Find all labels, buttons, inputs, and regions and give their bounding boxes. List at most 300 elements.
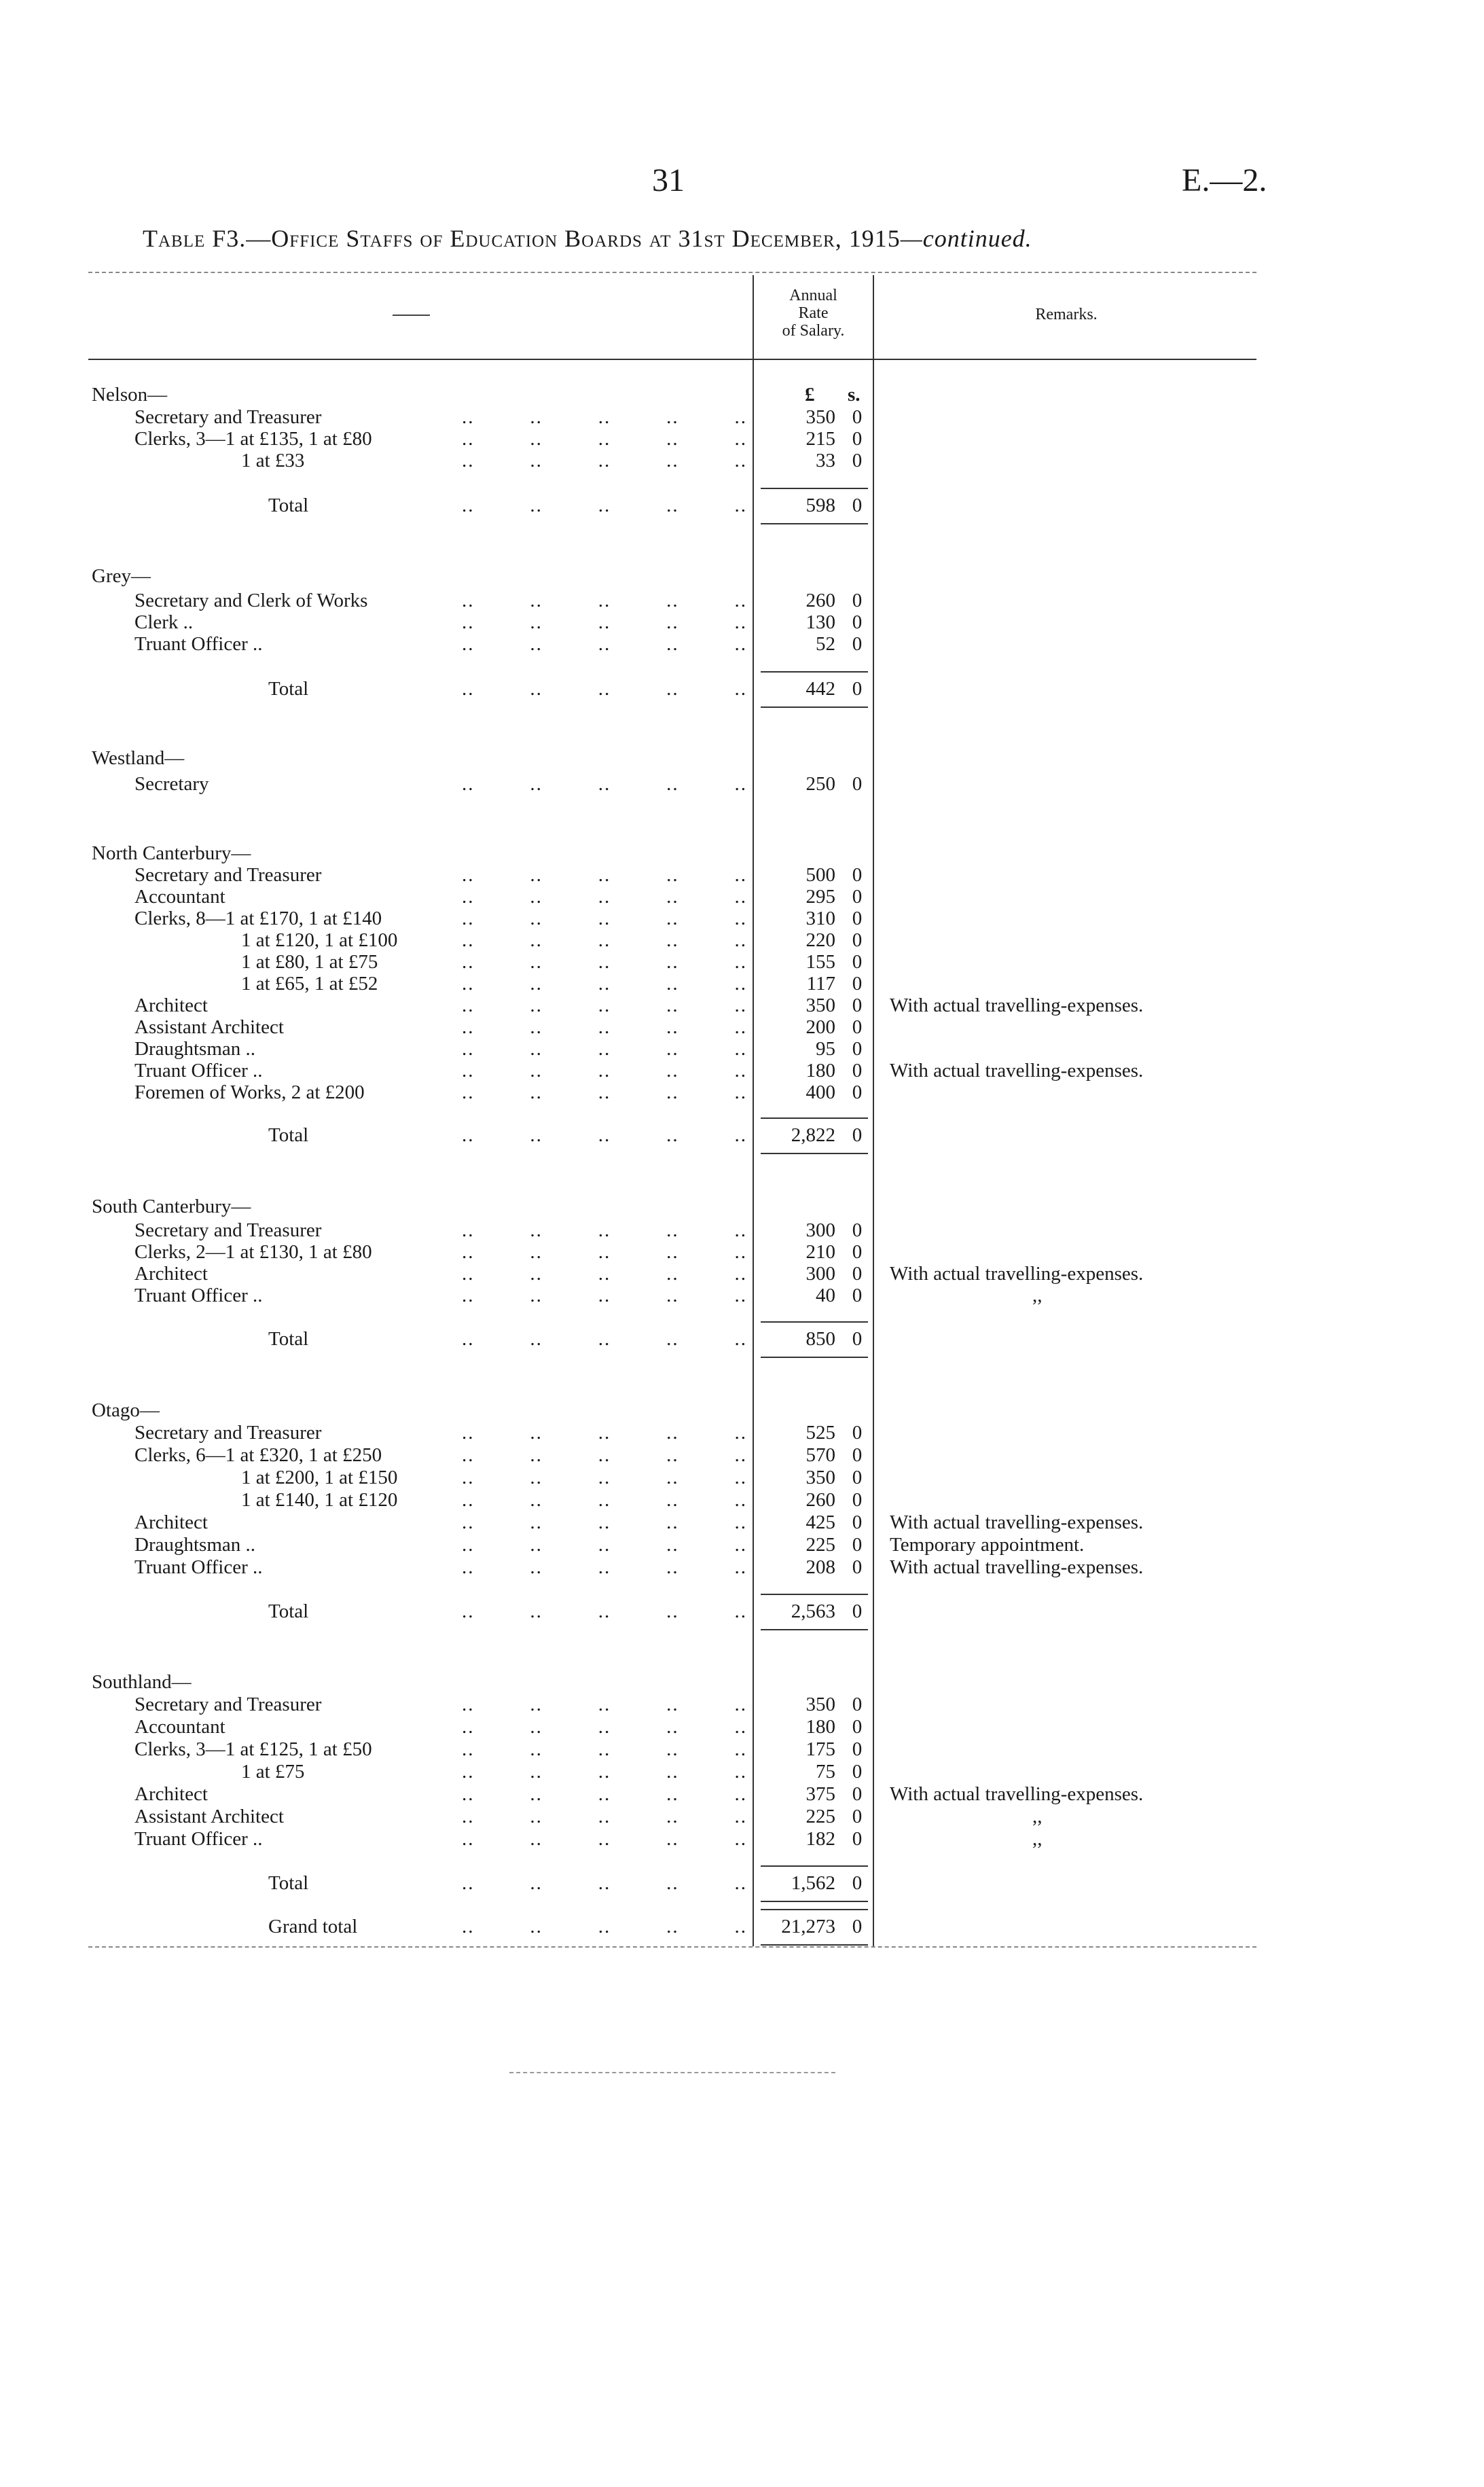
- row-label: Truant Officer ..: [134, 1828, 263, 1850]
- leader-dot: ..: [598, 1422, 611, 1444]
- leader-dots: [462, 450, 747, 472]
- total-label: Total: [268, 1124, 309, 1146]
- leader-dot: ..: [462, 995, 475, 1016]
- leader-dot: ..: [530, 1263, 543, 1285]
- total-amount: 1,562: [791, 1872, 835, 1894]
- leader-dots: [462, 1694, 747, 1716]
- shillings-amount: 0: [852, 1081, 863, 1103]
- total-label: Total: [268, 1600, 309, 1622]
- leader-dot: ..: [734, 1872, 747, 1894]
- shillings-amount: 0: [852, 590, 863, 611]
- total-rule-top: [761, 1321, 868, 1323]
- leader-dot: ..: [666, 1534, 679, 1556]
- leader-dot: ..: [530, 1872, 543, 1894]
- leader-dot: ..: [598, 886, 611, 908]
- leader-dot: ..: [530, 1556, 543, 1578]
- shillings-amount: 0: [852, 495, 863, 516]
- total-amount: 2,563: [791, 1600, 835, 1622]
- header-rate-line1: Annual: [789, 287, 837, 304]
- leader-dot: ..: [462, 1761, 475, 1783]
- leader-dot: ..: [734, 1716, 747, 1738]
- leader-dot: ..: [530, 1219, 543, 1241]
- page-number: 31: [652, 162, 685, 198]
- total-rule-bottom: [761, 1901, 868, 1902]
- row-label: Clerk ..: [134, 611, 194, 633]
- leader-dot: ..: [734, 1806, 747, 1827]
- leader-dots: [462, 1016, 747, 1039]
- leader-dot: ..: [666, 1738, 679, 1760]
- salary-amount: 33: [816, 450, 835, 471]
- leader-dot: ..: [598, 1219, 611, 1241]
- leader-dot: ..: [462, 1916, 475, 1937]
- row-label: 1 at £200, 1 at £150: [241, 1467, 398, 1488]
- shillings-amount: 0: [852, 995, 863, 1016]
- leader-dot: ..: [666, 1444, 679, 1466]
- leader-dot: ..: [530, 1738, 543, 1760]
- leader-dots: [462, 428, 747, 450]
- leader-dot: ..: [530, 1422, 543, 1444]
- board-heading: Nelson—: [92, 384, 168, 406]
- total-label: Total: [268, 495, 309, 516]
- leader-dots: [462, 886, 747, 908]
- leader-dot: ..: [462, 1328, 475, 1350]
- leader-dot: ..: [598, 1806, 611, 1827]
- leader-dot: ..: [530, 1285, 543, 1306]
- shillings-amount: 0: [852, 1124, 863, 1146]
- leader-dot: ..: [462, 428, 475, 450]
- salary-amount: 525: [806, 1422, 835, 1444]
- row-label: 1 at £120, 1 at £100: [241, 929, 398, 951]
- leader-dots: [462, 1241, 747, 1264]
- leader-dot: ..: [734, 1060, 747, 1081]
- leader-dot: ..: [462, 973, 475, 995]
- leader-dot: ..: [666, 1219, 679, 1241]
- header-rate-line2: Rate: [798, 304, 829, 322]
- leader-dot: ..: [598, 951, 611, 973]
- shillings-amount: 0: [852, 908, 863, 929]
- shillings-amount: 0: [852, 1489, 863, 1511]
- leader-dot: ..: [734, 678, 747, 700]
- table-bottom-rule: [88, 1946, 1256, 1948]
- leader-dot: ..: [598, 633, 611, 655]
- shillings-amount: 0: [852, 1060, 863, 1081]
- board-heading: Westland—: [92, 747, 185, 769]
- leader-dot: ..: [734, 495, 747, 516]
- leader-dot: ..: [666, 908, 679, 929]
- leader-dot: ..: [462, 1060, 475, 1081]
- salary-amount: 40: [816, 1285, 835, 1306]
- leader-dots: [462, 1124, 747, 1147]
- salary-amount: 130: [806, 611, 835, 633]
- leader-dot: ..: [666, 1489, 679, 1511]
- leader-dot: ..: [666, 450, 679, 471]
- salary-amount: 215: [806, 428, 835, 450]
- leader-dot: ..: [734, 995, 747, 1016]
- leader-dot: ..: [598, 864, 611, 886]
- leader-dot: ..: [734, 1263, 747, 1285]
- leader-dot: ..: [462, 1783, 475, 1805]
- leader-dot: ..: [734, 1511, 747, 1533]
- salary-amount: 180: [806, 1060, 835, 1081]
- row-label: Accountant: [134, 886, 225, 908]
- leader-dot: ..: [734, 1556, 747, 1578]
- board-heading: Grey—: [92, 565, 151, 587]
- leader-dot: ..: [530, 1124, 543, 1146]
- row-label: Clerks, 3—1 at £135, 1 at £80: [134, 428, 372, 450]
- shillings-amount: 0: [852, 428, 863, 450]
- column-rule-rate-right: [873, 275, 874, 1946]
- leader-dots: [462, 1828, 747, 1850]
- leader-dots: [462, 1716, 747, 1738]
- row-label: Secretary: [134, 773, 209, 795]
- salary-amount: 350: [806, 406, 835, 428]
- leader-dot: ..: [734, 908, 747, 929]
- shillings-amount: 0: [852, 1444, 863, 1466]
- leader-dot: ..: [462, 1489, 475, 1511]
- leader-dot: ..: [598, 773, 611, 795]
- shillings-amount: 0: [852, 1556, 863, 1578]
- leader-dot: ..: [530, 1828, 543, 1850]
- salary-amount: 350: [806, 1694, 835, 1715]
- leader-dot: ..: [734, 1444, 747, 1466]
- leader-dot: ..: [462, 773, 475, 795]
- leader-dot: ..: [666, 495, 679, 516]
- leader-dot: ..: [462, 886, 475, 908]
- salary-amount: 225: [806, 1534, 835, 1556]
- total-rule-top: [761, 671, 868, 673]
- total-rule-top: [761, 1909, 868, 1910]
- salary-amount: 95: [816, 1038, 835, 1060]
- leader-dot: ..: [598, 495, 611, 516]
- unit-pound: £: [805, 384, 815, 406]
- leader-dot: ..: [530, 1038, 543, 1060]
- salary-amount: 350: [806, 995, 835, 1016]
- leader-dots: [462, 1467, 747, 1489]
- leader-dot: ..: [462, 633, 475, 655]
- leader-dot: ..: [734, 886, 747, 908]
- total-label: Total: [268, 678, 309, 700]
- leader-dots: [462, 1761, 747, 1783]
- table-title-prefix: Table F3.—: [143, 225, 272, 252]
- leader-dot: ..: [598, 1694, 611, 1715]
- leader-dots: [462, 1738, 747, 1761]
- salary-amount: 200: [806, 1016, 835, 1038]
- salary-amount: 180: [806, 1716, 835, 1738]
- leader-dot: ..: [530, 495, 543, 516]
- leader-dots: [462, 1916, 747, 1938]
- leader-dot: ..: [666, 1916, 679, 1937]
- remark: ,,: [1032, 1828, 1043, 1850]
- leader-dots: [462, 908, 747, 930]
- salary-amount: 250: [806, 773, 835, 795]
- shillings-amount: 0: [852, 611, 863, 633]
- salary-amount: 210: [806, 1241, 835, 1263]
- shillings-amount: 0: [852, 864, 863, 886]
- leader-dots: [462, 1806, 747, 1828]
- row-label: Truant Officer ..: [134, 633, 263, 655]
- leader-dot: ..: [462, 611, 475, 633]
- leader-dot: ..: [462, 1872, 475, 1894]
- shillings-amount: 0: [852, 1467, 863, 1488]
- leader-dot: ..: [734, 1761, 747, 1783]
- leader-dot: ..: [734, 1467, 747, 1488]
- leader-dot: ..: [666, 1263, 679, 1285]
- leader-dot: ..: [666, 1872, 679, 1894]
- board-heading: South Canterbury—: [92, 1196, 251, 1217]
- leader-dot: ..: [734, 428, 747, 450]
- shillings-amount: 0: [852, 1241, 863, 1263]
- leader-dot: ..: [666, 590, 679, 611]
- row-label: Architect: [134, 995, 208, 1016]
- leader-dots: [462, 1511, 747, 1534]
- shillings-amount: 0: [852, 1511, 863, 1533]
- leader-dot: ..: [598, 611, 611, 633]
- leader-dot: ..: [530, 633, 543, 655]
- leader-dot: ..: [598, 1285, 611, 1306]
- salary-amount: 570: [806, 1444, 835, 1466]
- total-amount: 598: [806, 495, 835, 516]
- leader-dot: ..: [734, 590, 747, 611]
- leader-dot: ..: [462, 495, 475, 516]
- total-rule-top: [761, 1865, 868, 1867]
- leader-dot: ..: [598, 1081, 611, 1103]
- row-label: Accountant: [134, 1716, 225, 1738]
- total-rule-top: [761, 1594, 868, 1595]
- leader-dot: ..: [530, 611, 543, 633]
- leader-dot: ..: [666, 1783, 679, 1805]
- total-rule-bottom: [761, 1944, 868, 1946]
- leader-dot: ..: [462, 1716, 475, 1738]
- shillings-amount: 0: [852, 1422, 863, 1444]
- column-rule-rate-left: [753, 275, 754, 1946]
- row-label: Foremen of Works, 2 at £200: [134, 1081, 365, 1103]
- leader-dot: ..: [598, 1016, 611, 1038]
- leader-dot: ..: [530, 1783, 543, 1805]
- total-rule-bottom: [761, 1629, 868, 1630]
- shillings-amount: 0: [852, 1534, 863, 1556]
- leader-dot: ..: [598, 1600, 611, 1622]
- leader-dot: ..: [530, 1328, 543, 1350]
- leader-dot: ..: [530, 864, 543, 886]
- leader-dot: ..: [666, 1806, 679, 1827]
- row-label: 1 at £33: [241, 450, 305, 471]
- leader-dot: ..: [734, 611, 747, 633]
- leader-dot: ..: [666, 1016, 679, 1038]
- header-rate-line3: of Salary.: [782, 322, 845, 340]
- leader-dot: ..: [462, 1738, 475, 1760]
- remark: With actual travelling-expenses.: [890, 995, 1144, 1016]
- leader-dot: ..: [462, 1534, 475, 1556]
- shillings-amount: 0: [852, 406, 863, 428]
- remark: Temporary appointment.: [890, 1534, 1085, 1556]
- leader-dot: ..: [462, 678, 475, 700]
- leader-dots: [462, 1872, 747, 1895]
- leader-dot: ..: [734, 1828, 747, 1850]
- row-label: Truant Officer ..: [134, 1060, 263, 1081]
- shillings-amount: 0: [852, 773, 863, 795]
- leader-dots: [462, 1422, 747, 1444]
- shillings-amount: 0: [852, 1038, 863, 1060]
- header-annual-rate: [754, 287, 873, 340]
- shillings-amount: 0: [852, 929, 863, 951]
- row-label: Truant Officer ..: [134, 1285, 263, 1306]
- leader-dot: ..: [530, 1241, 543, 1263]
- total-rule-bottom: [761, 706, 868, 708]
- leader-dot: ..: [734, 1916, 747, 1937]
- leader-dot: ..: [598, 406, 611, 428]
- total-label: Grand total: [268, 1916, 358, 1937]
- salary-amount: 117: [806, 973, 835, 995]
- leader-dots: [462, 1060, 747, 1082]
- leader-dot: ..: [598, 1716, 611, 1738]
- leader-dots: [462, 1038, 747, 1060]
- leader-dots: [462, 1081, 747, 1104]
- remark: ,,: [1032, 1806, 1043, 1827]
- leader-dot: ..: [462, 1556, 475, 1578]
- leader-dot: ..: [462, 1806, 475, 1827]
- leader-dot: ..: [598, 590, 611, 611]
- leader-dot: ..: [734, 1738, 747, 1760]
- leader-dot: ..: [734, 1219, 747, 1241]
- salary-amount: 425: [806, 1511, 835, 1533]
- leader-dot: ..: [598, 929, 611, 951]
- shillings-amount: 0: [852, 1016, 863, 1038]
- leader-dot: ..: [666, 1600, 679, 1622]
- salary-amount: 220: [806, 929, 835, 951]
- shillings-amount: 0: [852, 1600, 863, 1622]
- header-remarks: Remarks.: [1035, 306, 1098, 323]
- leader-dot: ..: [666, 1716, 679, 1738]
- leader-dot: ..: [530, 1534, 543, 1556]
- row-label: Clerks, 2—1 at £130, 1 at £80: [134, 1241, 372, 1263]
- leader-dot: ..: [598, 1872, 611, 1894]
- salary-amount: 375: [806, 1783, 835, 1805]
- total-label: Total: [268, 1872, 309, 1894]
- leader-dot: ..: [530, 450, 543, 471]
- leader-dot: ..: [598, 1534, 611, 1556]
- row-label: Secretary and Treasurer: [134, 1422, 322, 1444]
- row-label: Clerks, 8—1 at £170, 1 at £140: [134, 908, 382, 929]
- leader-dot: ..: [462, 1511, 475, 1533]
- leader-dot: ..: [462, 1016, 475, 1038]
- table-top-rule: [88, 272, 1256, 273]
- leader-dot: ..: [530, 1081, 543, 1103]
- leader-dot: ..: [734, 973, 747, 995]
- total-amount: 850: [806, 1328, 835, 1350]
- leader-dot: ..: [666, 1241, 679, 1263]
- salary-amount: 300: [806, 1219, 835, 1241]
- leader-dot: ..: [462, 1038, 475, 1060]
- shillings-amount: 0: [852, 1285, 863, 1306]
- shillings-amount: 0: [852, 1872, 863, 1894]
- leader-dots: [462, 951, 747, 973]
- leader-dot: ..: [462, 1828, 475, 1850]
- row-label: 1 at £140, 1 at £120: [241, 1489, 398, 1511]
- row-label: Assistant Architect: [134, 1016, 284, 1038]
- leader-dots: [462, 929, 747, 952]
- unit-shilling: s.: [848, 384, 861, 406]
- leader-dot: ..: [598, 678, 611, 700]
- shillings-amount: 0: [852, 1716, 863, 1738]
- leader-dots: [462, 633, 747, 656]
- leader-dot: ..: [462, 864, 475, 886]
- leader-dot: ..: [598, 1328, 611, 1350]
- salary-amount: 295: [806, 886, 835, 908]
- leader-dot: ..: [666, 428, 679, 450]
- leader-dot: ..: [530, 1060, 543, 1081]
- header-bottom-rule: [88, 359, 1256, 360]
- leader-dot: ..: [734, 929, 747, 951]
- leader-dot: ..: [530, 590, 543, 611]
- shillings-amount: 0: [852, 1219, 863, 1241]
- leader-dot: ..: [598, 1761, 611, 1783]
- leader-dot: ..: [666, 1761, 679, 1783]
- leader-dot: ..: [530, 995, 543, 1016]
- total-rule-bottom: [761, 523, 868, 524]
- leader-dot: ..: [598, 1241, 611, 1263]
- leader-dot: ..: [666, 995, 679, 1016]
- leader-dot: ..: [530, 1444, 543, 1466]
- salary-amount: 300: [806, 1263, 835, 1285]
- remark: With actual travelling-expenses.: [890, 1060, 1144, 1081]
- leader-dot: ..: [734, 450, 747, 471]
- leader-dot: ..: [734, 951, 747, 973]
- salary-amount: 175: [806, 1738, 835, 1760]
- leader-dot: ..: [666, 1694, 679, 1715]
- leader-dot: ..: [530, 973, 543, 995]
- header-dash: [393, 315, 430, 316]
- salary-amount: 500: [806, 864, 835, 886]
- row-label: 1 at £65, 1 at £52: [241, 973, 378, 995]
- leader-dots: [462, 495, 747, 517]
- leader-dots: [462, 406, 747, 429]
- salary-amount: 208: [806, 1556, 835, 1578]
- remark: With actual travelling-expenses.: [890, 1263, 1144, 1285]
- leader-dot: ..: [598, 1783, 611, 1805]
- board-heading: Otago—: [92, 1399, 160, 1421]
- leader-dot: ..: [462, 590, 475, 611]
- leader-dot: ..: [734, 633, 747, 655]
- shillings-amount: 0: [852, 1738, 863, 1760]
- leader-dot: ..: [598, 1038, 611, 1060]
- leader-dot: ..: [666, 678, 679, 700]
- shillings-amount: 0: [852, 1806, 863, 1827]
- total-rule-bottom: [761, 1357, 868, 1358]
- leader-dot: ..: [666, 864, 679, 886]
- leader-dot: ..: [666, 1328, 679, 1350]
- board-heading: Southland—: [92, 1671, 192, 1693]
- leader-dot: ..: [734, 1038, 747, 1060]
- leader-dots: [462, 1219, 747, 1242]
- leader-dots: [462, 1328, 747, 1350]
- leader-dots: [462, 1534, 747, 1556]
- total-amount: 2,822: [791, 1124, 835, 1146]
- salary-amount: 350: [806, 1467, 835, 1488]
- leader-dot: ..: [734, 406, 747, 428]
- leader-dot: ..: [462, 1081, 475, 1103]
- leader-dot: ..: [462, 1219, 475, 1241]
- leader-dots: [462, 1285, 747, 1307]
- leader-dot: ..: [530, 1016, 543, 1038]
- table-title-main: Office Staffs of Education Boards at 31st December, 1915: [271, 225, 901, 252]
- leader-dot: ..: [598, 973, 611, 995]
- shillings-amount: 0: [852, 886, 863, 908]
- leader-dot: ..: [734, 1328, 747, 1350]
- leader-dot: ..: [530, 886, 543, 908]
- leader-dot: ..: [530, 1694, 543, 1715]
- table-title: [143, 224, 1032, 253]
- leader-dot: ..: [530, 1716, 543, 1738]
